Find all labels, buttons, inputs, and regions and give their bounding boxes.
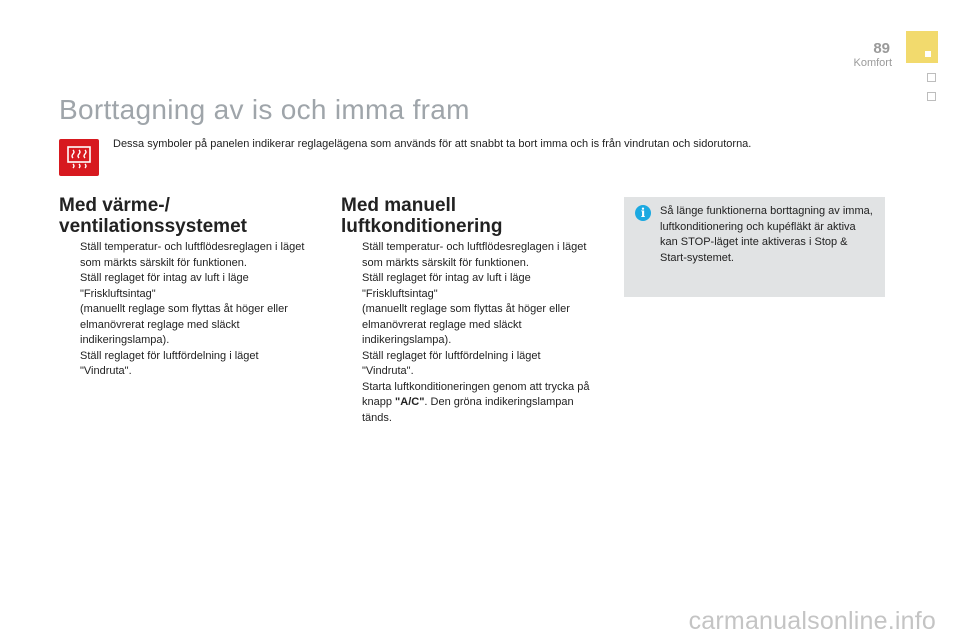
ac-button-label: "A/C" <box>395 396 425 408</box>
info-icon: i <box>635 205 651 221</box>
section-name: Komfort <box>853 57 892 69</box>
info-box <box>624 197 885 297</box>
list-item <box>61 349 311 380</box>
list-item <box>343 240 593 271</box>
chapter-tab-marker <box>925 51 931 57</box>
list-item <box>61 271 311 349</box>
watermark: carmanualsonline.info <box>688 607 936 635</box>
list-item-text-end: . Den gröna indikeringslampan tänds. <box>362 396 574 424</box>
chapter-tab-next[interactable] <box>927 73 936 82</box>
heating-ventilation-heading <box>59 195 309 237</box>
heading-line-2: ventilationssystemet <box>59 216 247 237</box>
list-item <box>343 380 593 427</box>
heading-line-2: luftkonditionering <box>341 216 503 237</box>
list-item-text: Ställ reglaget för intag av luft i läge "Friskluftsintag" (manuellt reglage som flyttas åt höger eller elmanövrerat reglage med släckt indikeringslampa). <box>80 272 288 346</box>
heading-line-1: Med manuell <box>341 195 457 216</box>
list-item-text: Ställ reglaget för intag av luft i läge "Friskluftsintag" (manuellt reglage som flyttas åt höger eller elmanövrerat reglage med släckt indikeringslampa). <box>362 272 570 346</box>
heating-ventilation-steps <box>61 240 311 380</box>
manual-ac-steps <box>343 240 593 426</box>
page-title: Borttagning av is och imma fram <box>59 94 470 125</box>
list-item-text-start: Starta luftkonditioneringen genom att trycka på knapp <box>362 380 590 408</box>
list-item <box>61 240 311 271</box>
chapter-tab-next-2[interactable] <box>927 92 936 101</box>
chapter-tab-active[interactable] <box>906 31 938 63</box>
list-item-text: Ställ reglaget för luftfördelning i läget "Vindruta". <box>80 349 259 377</box>
heading-line-1: Med värme-/ <box>59 195 170 216</box>
list-item-text: Ställ reglaget för luftfördelning i läget "Vindruta". <box>362 349 541 377</box>
list-item <box>343 349 593 380</box>
list-item-text: Ställ temperatur- och luftflödesreglagen i läget som märkts särskilt för funktionen. <box>80 241 305 269</box>
manual-ac-heading <box>341 195 591 237</box>
list-item-text: Ställ temperatur- och luftflödesreglagen i läget som märkts särskilt för funktionen. <box>362 241 587 269</box>
intro-text: Dessa symboler på panelen indikerar reglagelägena som används för att snabbt ta bort imma och is från vindrutan och sidorutorna. <box>113 138 752 150</box>
page-number: 89 <box>873 40 890 57</box>
list-item-text <box>362 381 589 424</box>
rear-window-defrost-icon <box>59 139 99 176</box>
info-text: Så länge funktionerna borttagning av imma, luftkonditionering och kupéfläkt är aktiva kan STOP-läget inte aktiveras i Stop & Start-systemet. <box>660 205 873 264</box>
list-item <box>343 271 593 349</box>
